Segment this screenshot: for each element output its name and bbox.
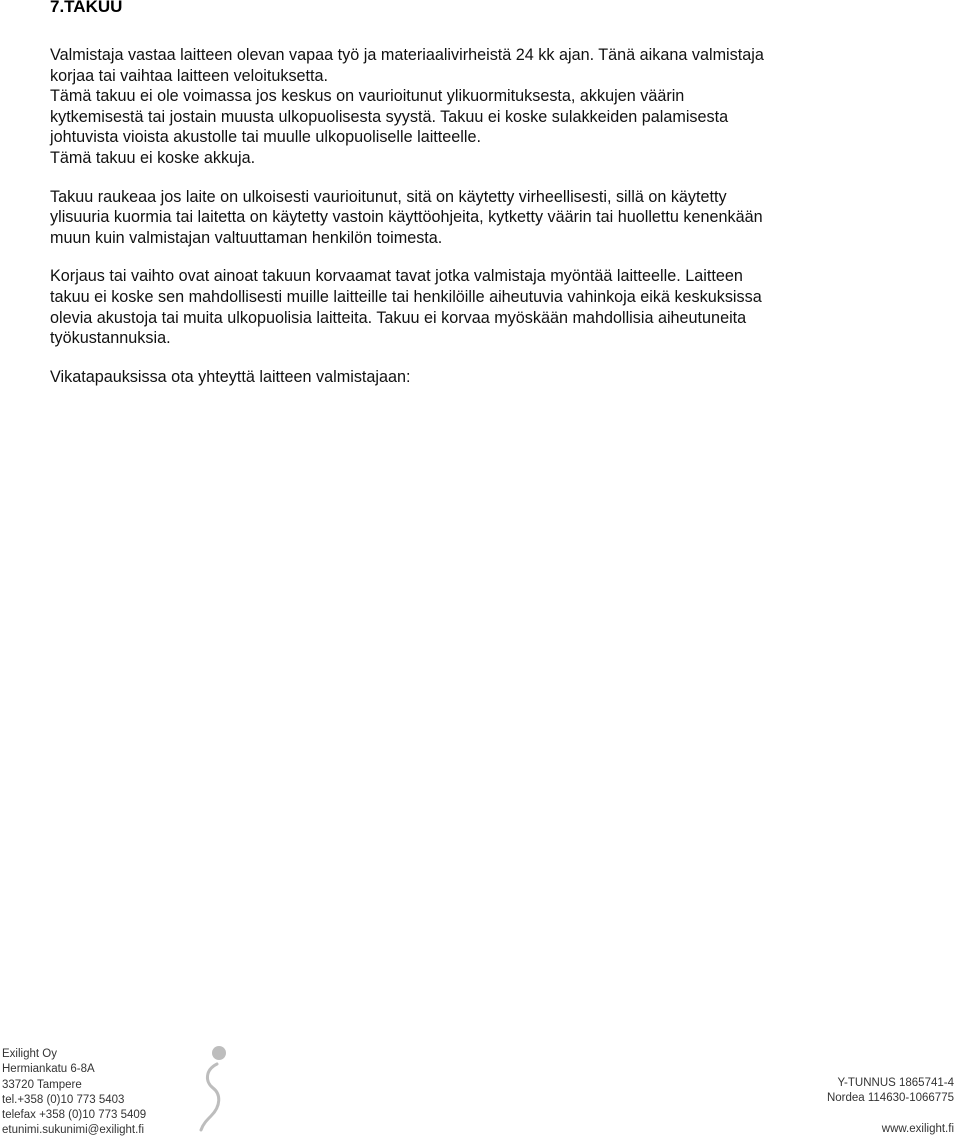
text-line: Takuu raukeaa jos laite on ulkoisesti vaurioitunut, sitä on käytetty virheellisesti, sillä on käytetty bbox=[50, 187, 727, 206]
text-line: Tämä takuu ei koske akkuja. bbox=[50, 148, 256, 167]
text-line: Vikatapauksissa ota yhteyttä laitteen valmistajaan: bbox=[50, 367, 411, 386]
paragraph-contact bbox=[50, 367, 910, 388]
text-line: ylisuuria kuormia tai laitetta on käytetty vastoin käyttöohjeita, kytketty väärin tai huollettu kenenkään bbox=[50, 208, 763, 227]
street-address: Hermiankatu 6-8A bbox=[2, 1063, 95, 1076]
warranty-text bbox=[50, 45, 910, 405]
website-link[interactable]: www.exilight.fi bbox=[881, 1123, 954, 1135]
text-line: johtuvista vioista akustolle tai muulle ulkopuoliselle laitteelle. bbox=[50, 128, 482, 147]
logo-swoosh bbox=[201, 1064, 219, 1130]
footer-address bbox=[2, 1047, 146, 1139]
text-line: työkustannuksia. bbox=[50, 329, 171, 348]
text-line: muun kuin valmistajan valtuuttaman henkilön toimesta. bbox=[50, 228, 443, 247]
text-line: takuu ei koske sen mahdollisesti muille laitteille tai henkilöille aiheutuvia vahinkoja eikä keskuksissa bbox=[50, 287, 762, 306]
company-logo-icon bbox=[195, 1044, 235, 1134]
email-address[interactable]: etunimi.sukunimi@exilight.fi bbox=[2, 1124, 145, 1137]
text-line: Tämä takuu ei ole voimassa jos keskus on vaurioitunut ylikuormituksesta, akkujen väärin bbox=[50, 87, 685, 106]
footer-company-info bbox=[827, 1076, 954, 1107]
section-heading: 7.TAKUU bbox=[50, 0, 123, 16]
paragraph-warranty-scope bbox=[50, 266, 910, 348]
text-line: korjaa tai vaihtaa laitteen veloituksetta. bbox=[50, 66, 329, 85]
phone-number: tel.+358 (0)10 773 5403 bbox=[2, 1093, 125, 1106]
paragraph-warranty-terms bbox=[50, 45, 910, 169]
business-id: Y-TUNNUS 1865741-4 bbox=[837, 1077, 954, 1089]
text-line: olevia akustoja tai muita ulkopuolisia laitteita. Takuu ei korvaa myöskään mahdollisia aiheutuneita bbox=[50, 308, 747, 327]
logo-dot bbox=[212, 1046, 226, 1060]
text-line: kytkemisestä tai jostain muusta ulkopuolisesta syystä. Takuu ei koske sulakkeiden palamisesta bbox=[50, 107, 729, 126]
paragraph-warranty-void bbox=[50, 187, 910, 249]
postal-address: 33720 Tampere bbox=[2, 1078, 82, 1091]
text-line: Korjaus tai vaihto ovat ainoat takuun korvaamat tavat jotka valmistaja myöntää laitteelle. Laitteen bbox=[50, 267, 743, 286]
bank-account: Nordea 114630-1066775 bbox=[826, 1092, 954, 1105]
company-name: Exilight Oy bbox=[2, 1048, 57, 1060]
fax-number: telefax +358 (0)10 773 5409 bbox=[2, 1109, 147, 1122]
text-line: Valmistaja vastaa laitteen olevan vapaa työ ja materiaalivirheistä 24 kk ajan. Tänä aikana valmistaja bbox=[50, 46, 764, 64]
